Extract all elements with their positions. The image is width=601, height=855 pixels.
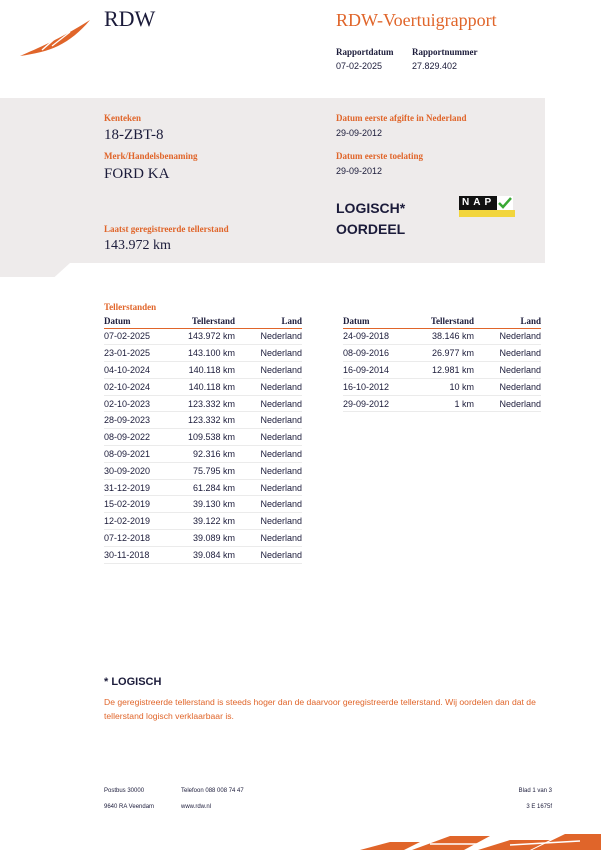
panel-tail (0, 263, 70, 277)
cell-odometer: 39.089 km (174, 530, 235, 547)
cell-country: Nederland (235, 446, 302, 463)
rdw-logo-icon (18, 18, 92, 58)
cell-country: Nederland (235, 412, 302, 429)
table-row (104, 496, 302, 513)
cell-odometer: 109.538 km (174, 429, 235, 446)
cell-odometer: 26.977 km (413, 345, 474, 362)
cell-country: Nederland (235, 496, 302, 513)
cell-odometer: 10 km (413, 378, 474, 395)
cell-date: 08-09-2022 (104, 429, 174, 446)
first-admission-value: 29-09-2012 (336, 166, 383, 176)
col-date: Datum (343, 316, 413, 328)
plate-value: 18-ZBT-8 (104, 127, 164, 143)
verdict-line2: OORDEEL (336, 221, 406, 237)
report-title: RDW-Voertuigrapport (336, 10, 497, 30)
readings-table-right (343, 316, 541, 412)
cell-odometer: 123.332 km (174, 412, 235, 429)
cell-country: Nederland (235, 362, 302, 379)
cell-date: 02-10-2023 (104, 395, 174, 412)
nap-letters: NAP (459, 196, 497, 210)
cell-date: 30-09-2020 (104, 462, 174, 479)
cell-country: Nederland (235, 429, 302, 446)
table-row (104, 429, 302, 446)
cell-date: 07-12-2018 (104, 530, 174, 547)
report-number: 27.829.402 (412, 61, 458, 71)
footer-code: 3 E 1675f (526, 804, 552, 810)
cell-odometer: 12.981 km (413, 362, 474, 379)
cell-date: 15-02-2019 (104, 496, 174, 513)
explanation-title: * LOGISCH (104, 676, 162, 688)
cell-date: 16-09-2014 (343, 362, 413, 379)
col-country: Land (474, 316, 541, 328)
first-admission-label: Datum eerste toelating (336, 151, 423, 161)
cell-date: 02-10-2024 (104, 378, 174, 395)
cell-country: Nederland (235, 345, 302, 362)
nap-badge (459, 196, 515, 217)
cell-odometer: 143.100 km (174, 345, 235, 362)
cell-country: Nederland (474, 395, 541, 412)
col-odometer: Tellerstand (174, 316, 235, 328)
cell-date: 31-12-2019 (104, 479, 174, 496)
nap-yellow-bar-icon (459, 210, 515, 217)
cell-odometer: 140.118 km (174, 378, 235, 395)
report-date-label: Rapportdatum (336, 47, 394, 57)
table-row (104, 479, 302, 496)
table-row (343, 378, 541, 395)
table-row (104, 345, 302, 362)
table-row (343, 395, 541, 412)
first-admission-nl-label: Datum eerste afgifte in Nederland (336, 113, 467, 123)
cell-country: Nederland (235, 328, 302, 345)
check-icon (497, 196, 513, 210)
cell-date: 24-09-2018 (343, 328, 413, 345)
cell-odometer: 39.130 km (174, 496, 235, 513)
table-row (104, 378, 302, 395)
first-admission-nl-value: 29-09-2012 (336, 128, 383, 138)
cell-date: 08-09-2021 (104, 446, 174, 463)
verdict-line1: LOGISCH* (336, 200, 406, 216)
cell-odometer: 143.972 km (174, 328, 235, 345)
footer-web: www.rdw.nl (181, 804, 212, 810)
cell-date: 23-01-2025 (104, 345, 174, 362)
explanation-text: De geregistreerde tellerstand is steeds hoger dan de daarvoor geregistreerde tellerstand. Wij oordelen dan dat de tellerstand logisch verklaarbaar is. (104, 697, 536, 721)
cell-odometer: 1 km (413, 395, 474, 412)
cell-date: 08-09-2016 (343, 345, 413, 362)
cell-country: Nederland (474, 362, 541, 379)
cell-odometer: 92.316 km (174, 446, 235, 463)
odometer-label: Laatst geregistreerde tellerstand (104, 224, 229, 234)
brand-name: RDW (104, 6, 156, 31)
cell-country: Nederland (235, 395, 302, 412)
cell-country: Nederland (474, 345, 541, 362)
cell-country: Nederland (235, 479, 302, 496)
cell-date: 07-02-2025 (104, 328, 174, 345)
cell-country: Nederland (235, 530, 302, 547)
cell-country: Nederland (235, 462, 302, 479)
report-date: 07-02-2025 (336, 61, 383, 71)
readings-title: Tellerstanden (104, 302, 157, 312)
brand-value: FORD KA (104, 166, 170, 182)
cell-date: 29-09-2012 (343, 395, 413, 412)
cell-date: 28-09-2023 (104, 412, 174, 429)
footer-phone: Telefoon 088 008 74 47 (181, 788, 244, 794)
cell-odometer: 123.332 km (174, 395, 235, 412)
cell-country: Nederland (474, 378, 541, 395)
table-row (104, 530, 302, 547)
cell-odometer: 39.122 km (174, 513, 235, 530)
table-row (104, 328, 302, 345)
readings-table-left (104, 316, 302, 564)
cell-odometer: 140.118 km (174, 362, 235, 379)
table-row (104, 513, 302, 530)
table-row (104, 362, 302, 379)
table-row (104, 412, 302, 429)
footer-postbus: Postbus 30000 (104, 788, 145, 794)
col-country: Land (235, 316, 302, 328)
cell-odometer: 75.795 km (174, 462, 235, 479)
cell-odometer: 61.284 km (174, 479, 235, 496)
table-row (343, 362, 541, 379)
cell-date: 12-02-2019 (104, 513, 174, 530)
report-number-label: Rapportnummer (412, 47, 478, 57)
cell-date: 30-11-2018 (104, 546, 174, 563)
cell-date: 16-10-2012 (343, 378, 413, 395)
decorative-stripes-icon (360, 832, 601, 850)
footer-page: Blad 1 van 3 (518, 788, 552, 794)
table-row (343, 328, 541, 345)
cell-odometer: 39.084 km (174, 546, 235, 563)
plate-label: Kenteken (104, 113, 141, 123)
cell-country: Nederland (235, 513, 302, 530)
cell-odometer: 38.146 km (413, 328, 474, 345)
cell-date: 04-10-2024 (104, 362, 174, 379)
table-row (343, 345, 541, 362)
cell-country: Nederland (235, 546, 302, 563)
cell-country: Nederland (474, 328, 541, 345)
table-row (104, 446, 302, 463)
cell-country: Nederland (235, 378, 302, 395)
table-row (104, 395, 302, 412)
footer-city: 9640 RA Veendam (104, 804, 155, 810)
odometer-value: 143.972 km (104, 238, 171, 253)
brand-label: Merk/Handelsbenaming (104, 151, 198, 161)
table-row (104, 462, 302, 479)
col-date: Datum (104, 316, 174, 328)
table-row (104, 546, 302, 563)
col-odometer: Tellerstand (413, 316, 474, 328)
